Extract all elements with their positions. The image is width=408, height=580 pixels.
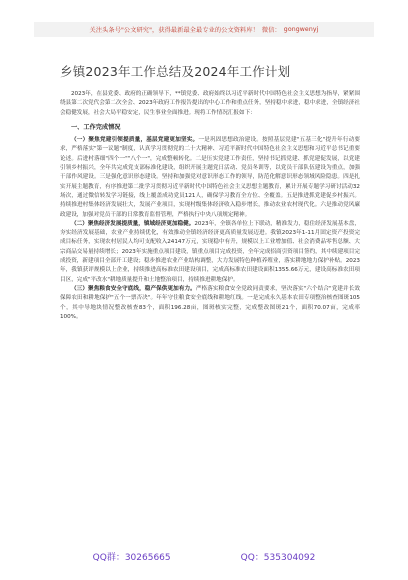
contact-footer [0, 548, 408, 564]
banner-text: 关注头条号"公文研究"，获得最新最全最专业的公文资料库！ [89, 27, 259, 34]
document-title: 乡镇2023年工作总结及2024年工作计划 [60, 64, 291, 79]
subsection-2-body: 2023年，全镇各单位上下联动，精准发力，稳住经济发展基本盘，夯实经济发展基础，农业产业持续优化，有效推动全镇经济经济更高质量发展迈进。我镇2023年1-11月固定资产投资完成目标任务，实现农村居民人均可支配收入24147万元，实现稳中有升，规模以上工业增加值、社会消费品零售总额、大宗商品交易量持续增长；2023年实施重点项目建设，镇重点项目完成投资，全年完成招商引资项目签约，其中续建项目完成投资，新建项目全部开工建设；稳步推进农业产业结构调整，大力发展特色种植养殖业，落实耕地地力保护补贴。2023年，我镇获评规模以上企业，持续推进高标准农田建设项目，完成高标准农田建设面积1355.66万元，建设高标准农田项目区，完成"平改水"耕地质量提升和土地整治项目，持续推进耕地保护。 [60, 220, 360, 283]
subsection-3 [60, 285, 360, 322]
subsection-2-title: （二）聚焦经济发展提质量，镇域经济更加稳健。 [71, 220, 195, 227]
section-heading-1: 一、工作完成情况 [71, 123, 121, 131]
subsection-1 [60, 136, 360, 220]
qq-group-text: QQ群：30265665 [92, 552, 171, 563]
banner-wechat-account: gongwenyj [283, 26, 319, 33]
intro-paragraph: 2023年，在县党委、政府的正确领导下，**镇党委、政府始终以习近平新时代中国特色社会主义思想为指导，紧紧围绕县第二次党代会第二次全会、2023年政府工作报告提出的中心工作和重点任务，坚持稳中求进，稳中求进，全镇经济社会稳健发展，社会大局平稳安定，民生事业全面推进。现将工作情况汇报如下： [60, 91, 360, 116]
subsection-1-body: 一是巩固思想政治建设。按照基层党建"五基三化"提升年行动要求，严格落实"第一议题"制度，认真学习贯彻党的二十大精神、习近平新时代中国特色社会主义思想和习近平总书记重要论述。后进村落细"四个一""八个一"，完成整顿转化。二是压实党建工作责任，坚持书记抓党建、抓党建促发展，以党建引领乡村振兴，全年共完成党支部标准化建设，组织开展主题党日活动、党员冬训等，以党员干部队伍建设为重点，加强干部作风建设。三是强化意识形态建设。坚持和加强党对意识形态工作的领导，防范化解意识形态领域风险隐患。四是扎实开展主题教育，有序推进第二批学习贯彻习近平新时代中国特色社会主义思想主题教育，累计开展专题学习研讨活动32场次，通过微信转发学习链接，线上覆盖成功党员121人，确保学习教育全方位、全覆盖。五是推进抓党建促乡村振兴。持续推进村集体经济发展壮大，发展产业项目，实现村级集体经济收入稳步增长，推动农业农村现代化。六是推动党风廉政建设，加强对党员干部的日常教育监督管理，严格执行中央八项规定精神。 [60, 137, 360, 218]
subsection-3-body: 严格落实粮食安全党政同责要求，坚决落实"六个结合"党建并长效保障农田和耕地保护"五个一票否决"。年年守住粮食安全底线和耕地红线。一是完成永久基本农田专项整治核查图斑105个，其中导地块情况整改核查83个，面积196.28亩，图斑核实完整，完成整改图斑21个，面积70.07亩，完成率100%。 [60, 285, 360, 320]
subsection-2 [60, 220, 360, 285]
subsection-1-title: （一）聚焦党建引领提质量，基层党建更加坚实。 [71, 137, 199, 144]
qq-text: QQ：535304092 [240, 552, 316, 563]
promo-banner [34, 22, 374, 37]
document-body [60, 90, 360, 322]
banner-wechat-label: 微信： [261, 27, 281, 34]
subsection-3-title: （三）聚焦粮食安全守底线，稳产保供更加有力。 [71, 285, 196, 292]
